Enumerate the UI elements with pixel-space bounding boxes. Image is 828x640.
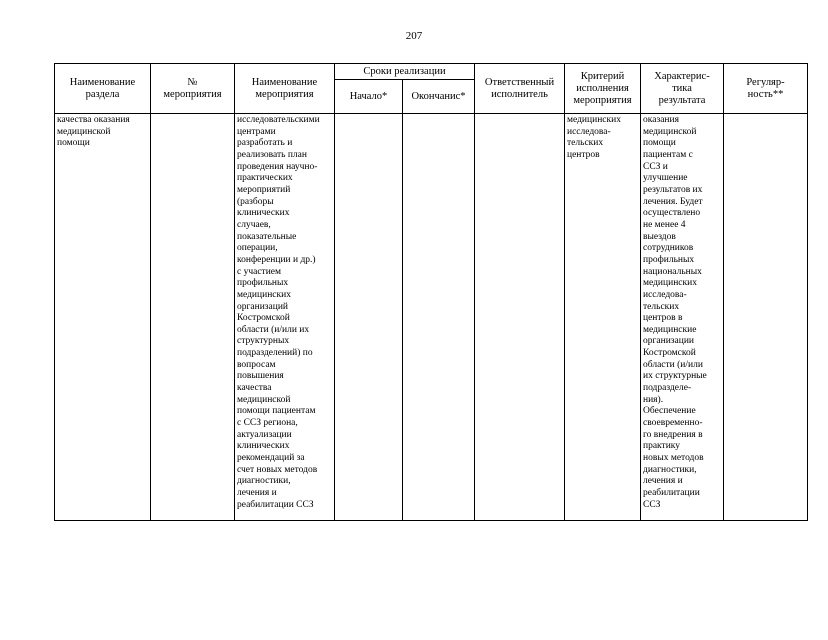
page-number: 207 <box>405 30 423 42</box>
header-deadlines: Сроки реализации <box>335 64 475 80</box>
header-result: Характерис- тика результата <box>641 64 724 114</box>
cell-section-name: качества оказания медицинской помощи <box>55 114 151 521</box>
cell-responsible <box>475 114 565 521</box>
cell-event-name: исследовательскими центрами разработать и реализовать план проведения научно- практических мероприятий (разборы клинических случаев, показательные операции, конференции и др.) с участием профильных медицинских организаций Костромской области (и/или их структурных подразделений) по вопросам повышения качества медицинской помощи пациентам с ССЗ региона, актуализации клинических рекомендаций за счет новых методов диагностики, лечения и реабилитации ССЗ <box>235 114 335 521</box>
header-end: Окончанис* <box>403 80 475 114</box>
header-section-name: Наименование раздела <box>55 64 151 114</box>
cell-end <box>403 114 475 521</box>
cell-event-number <box>151 114 235 521</box>
header-event-number: № мероприятия <box>151 64 235 114</box>
header-criterion: Критерий исполнения мероприятия <box>565 64 641 114</box>
header-start: Начало* <box>335 80 403 114</box>
header-responsible: Ответственный исполнитель <box>475 64 565 114</box>
cell-criterion: медицинских исследова- тельских центров <box>565 114 641 521</box>
cell-start <box>335 114 403 521</box>
header-row <box>55 64 808 80</box>
cell-regularity <box>724 114 808 521</box>
cell-result: оказания медицинской помощи пациентам с ССЗ и улучшение результатов их лечения. Будет осуществлено не менее 4 выездов сотрудников профильных национальных медицинских исследова- тельских центров в медицинские организации Костромской области (и/или их структурные подразделе- ния). Обеспечение своевременно- го внедрения в практику новых методов диагностики, лечения и реабилитации ССЗ <box>641 114 724 521</box>
action-plan-table <box>54 63 808 521</box>
header-regularity: Регуляр- ность** <box>724 64 808 114</box>
header-event-name: Наименование мероприятия <box>235 64 335 114</box>
table-row <box>55 114 808 521</box>
